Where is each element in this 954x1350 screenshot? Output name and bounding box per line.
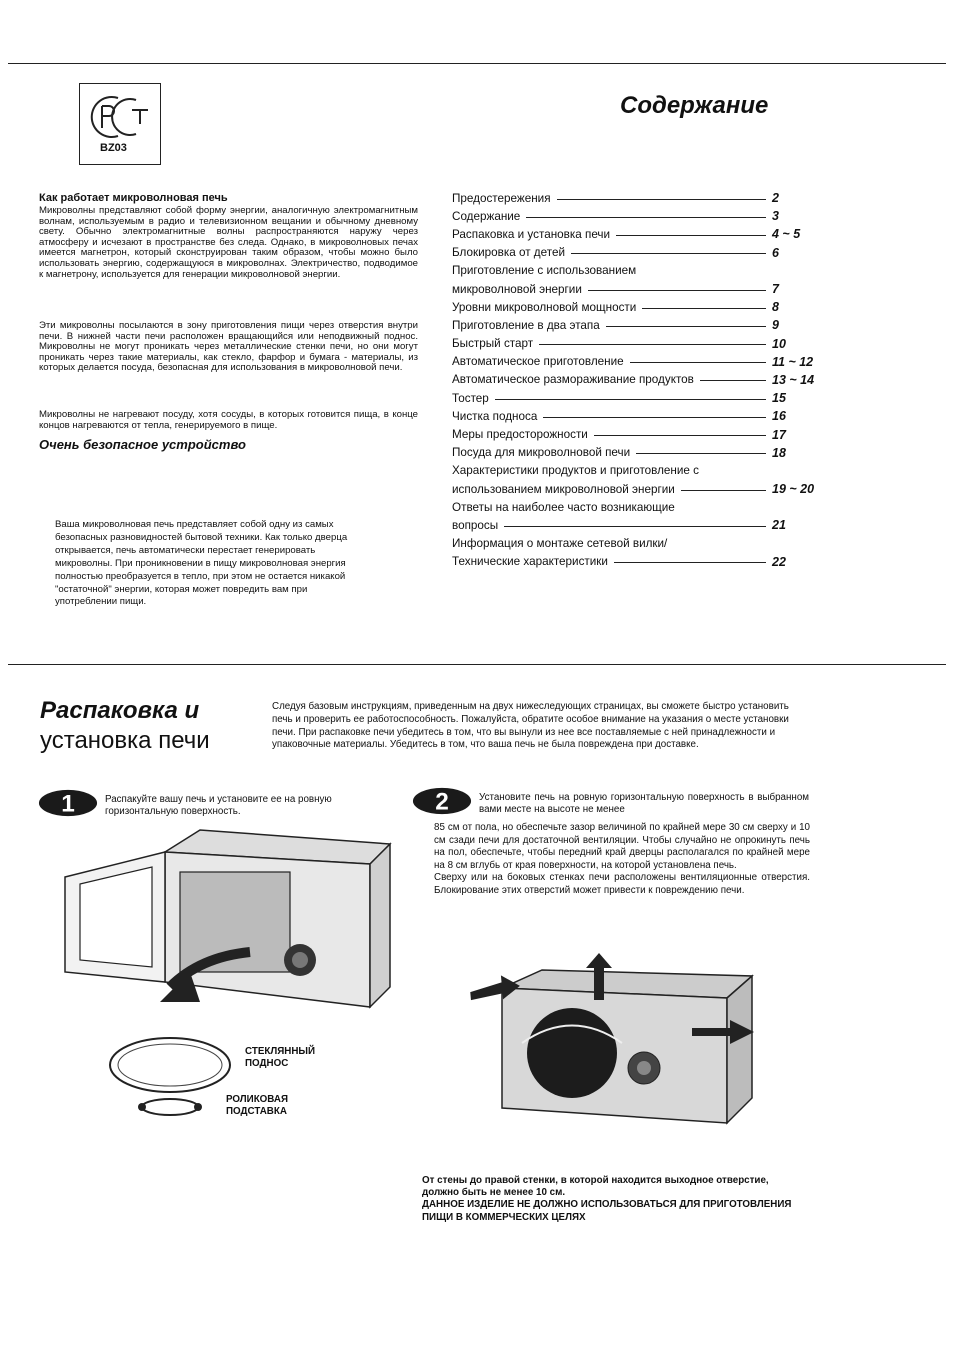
step-2-paragraph-1: 85 см от пола, но обеспечьте зазор величиной по крайней мере 30 см сверху и 10 см сзади печи для достаточной вентиляции. Чтобы случайно не опрокинуть печь на пол, обеспечьте, чтобы передний край дверцы располагался по крайней мере на 8 см вглубь от края поверхности, на которой установлена печь.: [434, 822, 810, 871]
toc-entry-label: Предостережения: [452, 191, 551, 205]
toc-leader-line: [636, 453, 766, 454]
ventilation-oven-illustration: [462, 948, 762, 1133]
toc-entry-label: микроволновой энергии: [452, 282, 582, 296]
toc-leader-line: [543, 417, 766, 418]
toc-entry-page: 13 ~ 14: [772, 372, 815, 387]
oven-open-illustration: [50, 822, 400, 1027]
toc-entry: [452, 207, 822, 225]
toc-entry-label: Информация о монтаже сетевой вилки/: [452, 537, 668, 551]
step-2-badge: [412, 786, 472, 821]
toc-entry-label: Приготовление с использованием: [452, 264, 637, 278]
certification-mark: [79, 83, 161, 165]
toc-entry-label: Меры предосторожности: [452, 428, 588, 442]
toc-entry-page: 16: [772, 409, 786, 424]
toc-leader-line: [557, 199, 766, 200]
step-2-number: 2: [435, 788, 449, 816]
step-2-text: Установите печь на ровную горизонтальную поверхность в выбранном вами месте на высоте не менее: [479, 792, 809, 816]
toc-leader-line: [539, 344, 766, 345]
toc-entry: [452, 298, 822, 316]
toc-entry-page: 21: [772, 518, 786, 533]
toc-entry: [452, 316, 822, 334]
safe-device-paragraph: Ваша микроволновая печь представляет собой одну из самых безопасных разновидностей бытовой техники. Как только дверца открывается, печь автоматически перестает генерировать микроволны. При проникновении в пищу микроволновая энергия полностью преобразуется в тепло, при этом не остается никакой "остаточной" энергии, которая может повредить вам при употреблении пищи.: [55, 519, 348, 608]
step-1-text: Распакуйте вашу печь и установите ее на ровную горизонтальную поверхность.: [105, 794, 332, 818]
toc-leader-line: [616, 235, 766, 236]
toc-entry: [452, 516, 822, 534]
toc-entry-page: 15: [772, 391, 786, 406]
toc-entry-label: Чистка подноса: [452, 409, 538, 423]
toc-entry-label: Автоматическое размораживание продуктов: [452, 373, 694, 387]
toc-entry: [452, 553, 822, 571]
toc-entry-label: вопросы: [452, 518, 499, 532]
section-title-line-1: Распаковка и: [40, 697, 200, 724]
toc-entry: [452, 262, 822, 280]
section-title-line-2: установка печи: [40, 727, 210, 754]
toc-entry: [452, 353, 822, 371]
toc-entry: [452, 389, 822, 407]
how-it-works-paragraph-1: Микроволны представляют собой форму энергии, аналогичную электромагнитным волнам, используемым в радио и телевизионном вещании и обычному дневному свету. Обычно электромагнитные волны распространяются наружу через атмосферу и исчезают в пространстве без следа. Однако, в микроволновых печах имеется магнетрон, который сконструирован таким образом, чтобы можно было использовать энергию, содержащуюся в микроволнах. Электричество, подводимое к магнетрону, используется для генерации микроволновой энергии.: [39, 205, 418, 280]
toc-entry-page: 7: [772, 282, 779, 297]
toc-leader-line: [606, 326, 766, 327]
glass-tray-label: СТЕКЛЯННЫЙ ПОДНОС: [245, 1046, 316, 1069]
toc-entry-page: 8: [772, 300, 779, 315]
step-2-paragraph-2: Сверху или на боковых стенках печи расположены вентиляционные отверстия. Блокирование этих отверстий может привести к повреждению печи.: [434, 872, 810, 896]
unpack-intro: Следуя базовым инструкциям, приведенным на двух нижеследующих страницах, вы сможете быстро установить печь и проверить ее работоспособность. Пожалуйста, обратите особое внимание на указания о месте установки печи. При распаковке печи убедитесь в том, что вы вынули из нее все поставляемые с ней принадлежности и упаковочные материалы. Убедитесь в том, что ваша печь не была повреждена при доставке.: [272, 701, 789, 751]
toc-leader-line: [504, 526, 766, 527]
toc-entry-page: 17: [772, 427, 786, 442]
toc-entry-label: Посуда для микроволновой печи: [452, 446, 631, 460]
toc-entry: [452, 371, 822, 389]
step-2-paragraph: [434, 822, 810, 898]
toc-entry: [452, 498, 822, 516]
certification-code: BZ03: [100, 142, 127, 154]
toc-entry-label: Тостер: [452, 391, 489, 405]
toc-entry-label: Распаковка и установка печи: [452, 227, 611, 241]
toc-leader-line: [495, 399, 766, 400]
toc-entry: [452, 444, 822, 462]
toc-entry-label: Приготовление в два этапа: [452, 318, 600, 332]
middle-rule: [8, 664, 946, 665]
toc-entry-label: Блокировка от детей: [452, 246, 565, 260]
toc-leader-line: [526, 217, 766, 218]
toc-entry: [452, 244, 822, 262]
how-it-works-paragraph-3: Микроволны не нагревают посуду, хотя сосуды, в которых готовится пища, в конце концов нагреваются от тепла, генерируемого в пище.: [39, 409, 418, 431]
toc-entry-page: 18: [772, 445, 786, 460]
installation-note: [422, 1175, 802, 1224]
toc-entry-page: 9: [772, 318, 779, 333]
toc-entry-label: Технические характеристики: [452, 555, 608, 569]
how-it-works-paragraph-2: Эти микроволны посылаются в зону приготовления пищи через отверстия внутри печи. В нижней части печи расположен вращающийся или неподвижный поднос. Микроволны не могут проникать через металлические стенки печи, но они могут проникать через такие материалы, как стекло, фарфор и бумага - материалы, из которых делается посуда, безопасная для использования в микроволновой печи.: [39, 320, 418, 374]
toc-entry-page: 4 ~ 5: [772, 227, 801, 242]
toc-title: Содержание: [620, 92, 769, 119]
pct-logo-icon: [88, 90, 152, 142]
toc-leader-line: [642, 308, 766, 309]
step-1-badge: [38, 788, 98, 823]
step-1-number: 1: [61, 790, 75, 818]
toc-entry: [452, 189, 822, 207]
roller-support-label: РОЛИКОВАЯ ПОДСТАВКА: [226, 1094, 289, 1117]
toc-entry: [452, 280, 822, 298]
toc-entry-label: использованием микроволновой энергии: [452, 482, 675, 496]
toc-entry: [452, 407, 822, 425]
toc-entry-page: 22: [772, 554, 786, 569]
toc-entry-label: Ответы на наиболее часто возникающие: [452, 500, 675, 514]
toc-entry-page: 10: [772, 336, 786, 351]
toc-leader-line: [700, 380, 766, 381]
wall-clearance-note: От стены до правой стенки, в которой находится выходное отверстие, должно быть не менее 10 см.: [422, 1175, 769, 1199]
toc-entry-label: Быстрый старт: [452, 337, 534, 351]
toc-entry-label: Содержание: [452, 209, 521, 223]
commercial-use-warning: ДАННОЕ ИЗДЕЛИЕ НЕ ДОЛЖНО ИСПОЛЬЗОВАТЬСЯ ДЛЯ ПРИГОТОВЛЕНИЯ ПИЩИ В КОММЕРЧЕСКИХ ЦЕЛЯХ: [422, 1199, 792, 1223]
toc-entry-page: 6: [772, 245, 779, 260]
toc-leader-line: [630, 362, 766, 363]
toc-entry-page: 11 ~ 12: [772, 354, 814, 369]
glass-tray-and-roller-illustration: [106, 1035, 236, 1126]
top-rule: [8, 63, 946, 64]
toc-entry: [452, 425, 822, 443]
toc-leader-line: [594, 435, 766, 436]
toc-entry-label: Характеристики продуктов и приготовление с: [452, 464, 699, 478]
toc-entry: [452, 480, 822, 498]
safe-device-heading: Очень безопасное устройство: [39, 437, 246, 452]
toc-entry: [452, 335, 822, 353]
toc-entry-label: Уровни микроволновой мощности: [452, 300, 637, 314]
toc-entry-page: 2: [772, 191, 779, 206]
toc-entry: [452, 462, 822, 480]
toc-entry-page: 19 ~ 20: [772, 482, 815, 497]
toc-leader-line: [681, 490, 766, 491]
toc-entry: [452, 535, 822, 553]
how-it-works-heading: Как работает микроволновая печь: [39, 192, 228, 204]
toc-leader-line: [588, 290, 766, 291]
toc-leader-line: [614, 562, 766, 563]
toc-entry: [452, 225, 822, 243]
toc-leader-line: [571, 253, 766, 254]
toc-entry-label: Автоматическое приготовление: [452, 355, 624, 369]
toc-entry-page: 3: [772, 209, 779, 224]
table-of-contents: [452, 189, 822, 571]
